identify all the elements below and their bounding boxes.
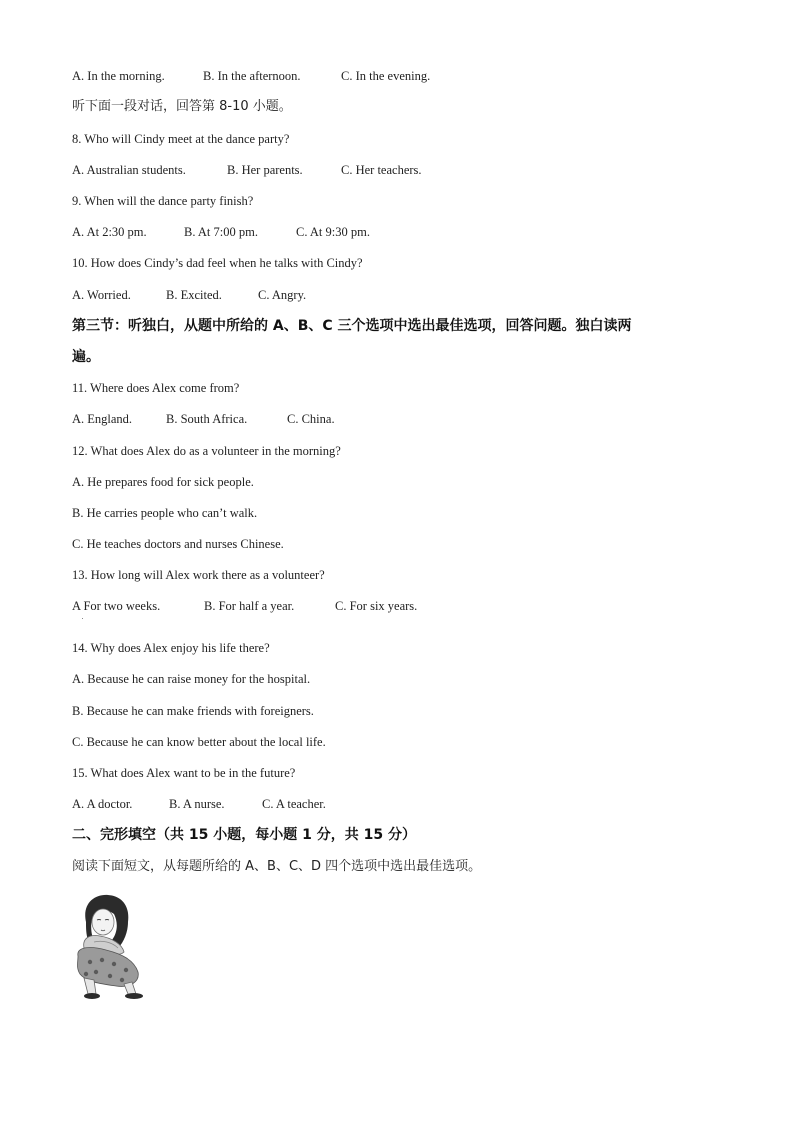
q8-option-c: C. Her teachers. — [341, 163, 422, 177]
q14-option-c: C. Because he can know better about the local life. — [72, 735, 326, 749]
q15-option-a: A. A doctor. — [72, 797, 133, 811]
q9-question: 9. When will the dance party finish? — [72, 194, 254, 208]
part2-instruction: 阅读下面短文，从每题所给的 A、B、C、D 四个选项中选出最佳选项。 — [72, 859, 482, 874]
q11-option-c: C. China. — [287, 412, 335, 426]
q13-options — [72, 598, 417, 614]
q12-question: 12. What does Alex do as a volunteer in the morning? — [72, 444, 341, 458]
q13-option-a: A For two weeks. — [72, 599, 161, 613]
q9-option-a: A. At 2:30 pm. — [72, 225, 147, 239]
q9-option-c: C. At 9:30 pm. — [296, 225, 370, 239]
q8-option-a: A. Australian students. — [72, 163, 186, 177]
q7-option-a: A. In the morning. — [72, 69, 165, 83]
q14-question: 14. Why does Alex enjoy his life there? — [72, 641, 270, 655]
q11-question: 11. Where does Alex come from? — [72, 381, 240, 395]
stray-dot — [82, 618, 83, 619]
q14-option-a: A. Because he can raise money for the hospital. — [72, 672, 311, 686]
instruction-8-10: 听下面一段对话，回答第 8-10 小题。 — [72, 99, 292, 114]
q15-question: 15. What does Alex want to be in the future? — [72, 766, 296, 780]
q7-options — [72, 68, 430, 84]
q7-option-c: C. In the evening. — [341, 69, 431, 83]
q12-option-a: A. He prepares food for sick people. — [72, 475, 254, 489]
q8-question: 8. Who will Cindy meet at the dance party? — [72, 132, 290, 146]
q10-option-b: B. Excited. — [166, 288, 222, 302]
q9-option-b: B. At 7:00 pm. — [184, 225, 258, 239]
q10-options — [72, 287, 306, 303]
q15-option-c: C. A teacher. — [262, 797, 326, 811]
q12-option-c: C. He teaches doctors and nurses Chinese. — [72, 537, 284, 551]
part2-heading: 二、完形填空（共 15 小题，每小题 1 分，共 15 分） — [72, 827, 416, 843]
girl-hugging-knees-illustration — [72, 890, 152, 1002]
section3-heading-line1: 第三节：听独白，从题中所给的 A、B、C 三个选项中选出最佳选项，回答问题。独白读两 — [72, 318, 632, 334]
q13-option-c: C. For six years. — [335, 599, 418, 613]
q10-option-c: C. Angry. — [258, 288, 307, 302]
q9-options — [72, 224, 370, 240]
section3-heading-line2: 遍。 — [72, 349, 100, 365]
q14-option-b: B. Because he can make friends with foreigners. — [72, 704, 314, 718]
q13-option-b: B. For half a year. — [204, 599, 295, 613]
q13-question: 13. How long will Alex work there as a volunteer? — [72, 568, 325, 582]
q15-option-b: B. A nurse. — [169, 797, 225, 811]
q10-question: 10. How does Cindy’s dad feel when he talks with Cindy? — [72, 256, 363, 270]
q12-option-b: B. He carries people who can’t walk. — [72, 506, 258, 520]
q11-option-b: B. South Africa. — [166, 412, 248, 426]
q11-options — [72, 411, 335, 427]
q7-option-b: B. In the afternoon. — [203, 69, 301, 83]
q11-option-a: A. England. — [72, 412, 133, 426]
q8-options — [72, 162, 422, 178]
q15-options — [72, 796, 326, 812]
q8-option-b: B. Her parents. — [227, 163, 303, 177]
q10-option-a: A. Worried. — [72, 288, 131, 302]
